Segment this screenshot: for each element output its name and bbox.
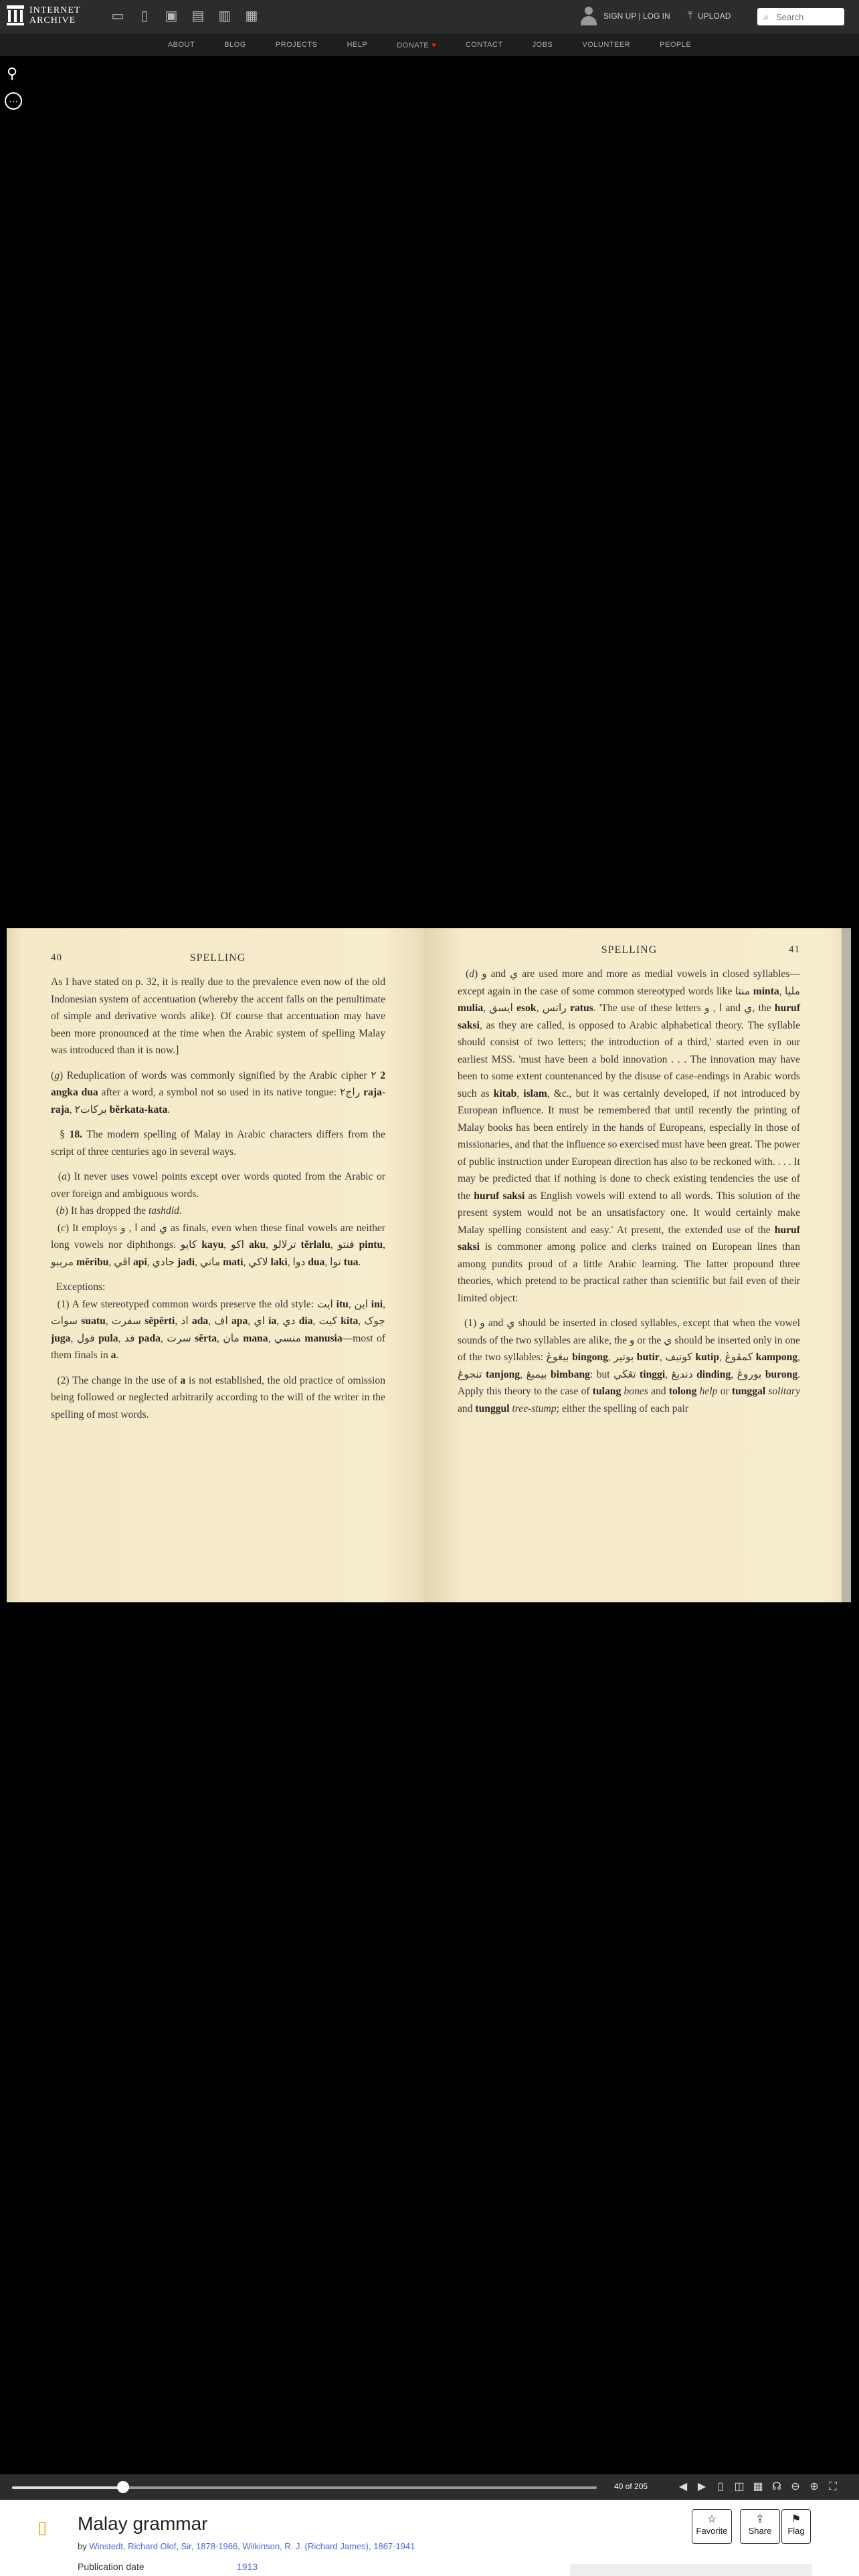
next-page-icon[interactable]: ▶: [697, 2481, 706, 2492]
author-link[interactable]: Wilkinson, R. J. (Richard James), 1867-1941: [242, 2541, 415, 2551]
publication-date-label: Publication date: [78, 2561, 145, 2572]
upload-label: UPLOAD: [698, 11, 731, 21]
fullscreen-icon[interactable]: ⛶: [829, 2481, 837, 2492]
running-head: SPELLING: [189, 952, 246, 964]
share-icon: ⇪: [755, 2514, 765, 2525]
publication-date-value[interactable]: 1913: [237, 2561, 258, 2572]
archive-building-icon: [7, 5, 24, 25]
page-count: 40 of 205: [614, 2482, 648, 2491]
flag-label: Flag: [787, 2526, 805, 2536]
nav-donate-wrap: [397, 39, 436, 51]
book-page-left[interactable]: [7, 928, 424, 1602]
thumbnail-view-icon[interactable]: ▦: [753, 2481, 763, 2492]
user-icon[interactable]: [579, 5, 598, 27]
audio-icon[interactable]: ▤: [191, 9, 205, 23]
search-icon[interactable]: ⌕: [763, 11, 769, 22]
nav-help[interactable]: HELP: [347, 41, 368, 49]
page-text: (d) و and ي are used more and more as medial vowels in closed syllables—except again in the case of some common stereotyped words like منتا minta, مليا mulia, ايسق esok, راتس ratus. 'The use of these letters ا , و and ي, the huruf saksi, as they are called, is opposed to Arabic alphabetical theory. The syllable should consist of two letters; the introduction of a third,' started even in our earliest MSS. 'must have been a bold innovation . . . The innovation may have been to some extent countenanced by the disuse of case-endings in Arabic words such as kitab, islam, &c., but it was certainly developed, if not introduced by European influence. It must be remembered that until recently the printing of Malay books has been entirely in the hands of Europeans, especially in those of missionaries, and that the influence so exercised must have been great. The power of public instruction under European direction has also to be reckoned with. . . . It may be predicted that if nothing is done to check existing tendencies the use of the huruf saksi as English vowels will extend to all words. This solution of the present system would not be an unsatisfactory one. It would certainly make Malay spelling consistent and easy.' At present, the extended use of the huruf saksi is commoner among police and clerks trained on European lines than among pundits proud of a little Arabic learning. The latter propound three theories, which pretend to be practical rather than scientific but fail even of their limited object:: [458, 968, 801, 1304]
page-text: As I have stated on p. 32, it is really due to the prevalence even now of the old Indonesian system of accentuation (whereby the accent falls on the penultimate of simple and derivative words alike). Of course that accentuation may have been more pronounced at the time when the Arabic system of spelling Malay was introduced than it is now.]: [51, 976, 385, 1056]
upload-button[interactable]: [688, 10, 731, 22]
images-icon[interactable]: ▦: [245, 9, 258, 23]
page-text: (c) It employs ا , و and ي as finals, even when these final vowels are neither long vowels nor diphthongs. کايو kayu, اکو aku, ترلالو tĕrlalu, فنتو pintu, مريبو mĕribu, اڤي api, جادي jadi, ماتي mati, لاکي laki, دوا dua, توا tua.: [51, 1222, 386, 1268]
publication-date-row: [78, 2561, 258, 2572]
search-inside-icon[interactable]: ⚲: [7, 65, 18, 82]
two-page-view-icon[interactable]: ◫: [734, 2481, 745, 2492]
nav-projects[interactable]: PROJECTS: [275, 41, 318, 49]
page-scrubber[interactable]: [12, 2486, 597, 2489]
book-spread: [7, 928, 851, 1602]
video-icon[interactable]: ▣: [165, 9, 178, 23]
nav-blog[interactable]: BLOG: [224, 41, 246, 49]
scrubber-fill: [12, 2486, 123, 2489]
signup-link[interactable]: SIGN UP: [603, 11, 637, 21]
page-text: (a) It never uses vowel points except over words quoted from the Arabic or over foreign and ambiguous words.: [51, 1171, 385, 1200]
item-title: Malay grammar: [78, 2513, 208, 2534]
page-number: 41: [789, 944, 800, 955]
star-icon: ☆: [706, 2514, 717, 2525]
more-options-icon[interactable]: ⋯: [5, 92, 22, 110]
book-page-edge: [842, 928, 851, 1602]
nav-people[interactable]: PEOPLE: [660, 41, 692, 49]
page-number: 40: [51, 952, 62, 963]
read-aloud-icon[interactable]: ☊: [771, 2481, 782, 2492]
bookreader-controls: [0, 2474, 859, 2500]
flag-button[interactable]: [781, 2509, 811, 2544]
page-text: Exceptions:: [51, 1281, 106, 1293]
logo-text-line1: INTERNET: [29, 5, 81, 15]
user-area: [579, 5, 670, 27]
page-text: (2) The change in the use of a is not established, the old practice of omission being followed or neglected arbitrarily according to the will of the writer in the spelling of most words.: [51, 1374, 385, 1420]
nav-volunteer[interactable]: VOLUNTEER: [582, 41, 631, 49]
book-page-right[interactable]: [424, 928, 842, 1602]
item-byline: by Winstedt, Richard Olof, Sir, 1878-1966, Wilkinson, R. J. (Richard James), 1867-1941: [78, 2541, 415, 2551]
web-icon[interactable]: ▭: [111, 9, 124, 23]
page-text: (1) و and ي should be inserted in closed syllables, except that when the vowel sounds of the two syllables are alike, the و or the ي should be inserted only in one of the two syllables: بيڠوڠ bingong, بوتير butir, کوتيف kutip, کمڤوڠ kampong, تنجوڠ tanjong, بيمبڠ bimbang: but تڠڬي tinggi, دندیڠ dinding, بوروڠ burong. Apply this theory to the case of tulang bones and tolong help or tunggal solitary and tunggul tree-stump; either the spelling of each pair: [458, 1317, 801, 1414]
bookmark-icon: ▯: [37, 2517, 47, 2537]
zoom-out-icon[interactable]: ⊖: [791, 2481, 800, 2492]
heart-icon: ♥: [432, 41, 436, 49]
by-label: by: [78, 2541, 87, 2551]
nav-about[interactable]: ABOUT: [167, 41, 195, 49]
item-details: [0, 2500, 859, 2576]
share-button[interactable]: [740, 2509, 780, 2544]
nav-donate[interactable]: DONATE: [397, 41, 430, 49]
nav-jobs[interactable]: JOBS: [532, 41, 553, 49]
author-link[interactable]: Winstedt, Richard Olof, Sir, 1878-1966: [89, 2541, 238, 2551]
search-box[interactable]: [757, 8, 844, 25]
side-panel: [570, 2564, 812, 2576]
previous-page-icon[interactable]: ◀: [678, 2481, 688, 2492]
favorite-button[interactable]: [692, 2509, 732, 2544]
page-text: (1) A few stereotyped common words preserve the old style: ايت itu, اين ini, سوات suatu, سفرت sĕpĕrti, اد ada, اف apa, اي ia, دي dia, کيت kita, جوک juga, فول pula, فد pada, سرت sĕrta, مان mana, منسي manusia—most of them finals in a.: [51, 1298, 386, 1361]
page-text: § 18. The modern spelling of Malay in Arabic characters differs from the script of three centuries ago in several ways.: [51, 1129, 385, 1158]
share-label: Share: [748, 2526, 772, 2536]
internet-archive-logo[interactable]: [7, 5, 80, 25]
software-icon[interactable]: ▥: [218, 9, 231, 23]
search-input[interactable]: [775, 11, 842, 23]
page-text: (g) Reduplication of words was commonly signified by the Arabic cipher ٢ 2 angka dua after a word, a symbol not so used in its native tongue: راج٢ raja-raja, برکات٢ bĕrkata-kata.: [51, 1069, 386, 1115]
reader-control-icons: [677, 2480, 839, 2494]
flag-icon: ⚑: [791, 2514, 801, 2525]
logo-text-line2: ARCHIVE: [29, 15, 76, 25]
top-navigation-bar: [0, 0, 859, 33]
upload-arrow-icon: ⤒: [688, 10, 693, 21]
texts-icon[interactable]: ▯: [140, 9, 149, 23]
scrubber-handle[interactable]: [117, 2481, 129, 2493]
secondary-navigation: [0, 33, 859, 56]
page-text: (b) It has dropped the tashdid.: [51, 1205, 182, 1216]
auth-separator: |: [638, 11, 641, 21]
media-type-icons: [110, 8, 260, 24]
favorite-label: Favorite: [696, 2526, 728, 2536]
zoom-in-icon[interactable]: ⊕: [809, 2481, 819, 2492]
nav-contact[interactable]: CONTACT: [465, 41, 503, 49]
login-link[interactable]: LOG IN: [642, 11, 670, 21]
running-head: SPELLING: [601, 944, 658, 956]
one-page-view-icon[interactable]: ▯: [717, 2481, 724, 2492]
